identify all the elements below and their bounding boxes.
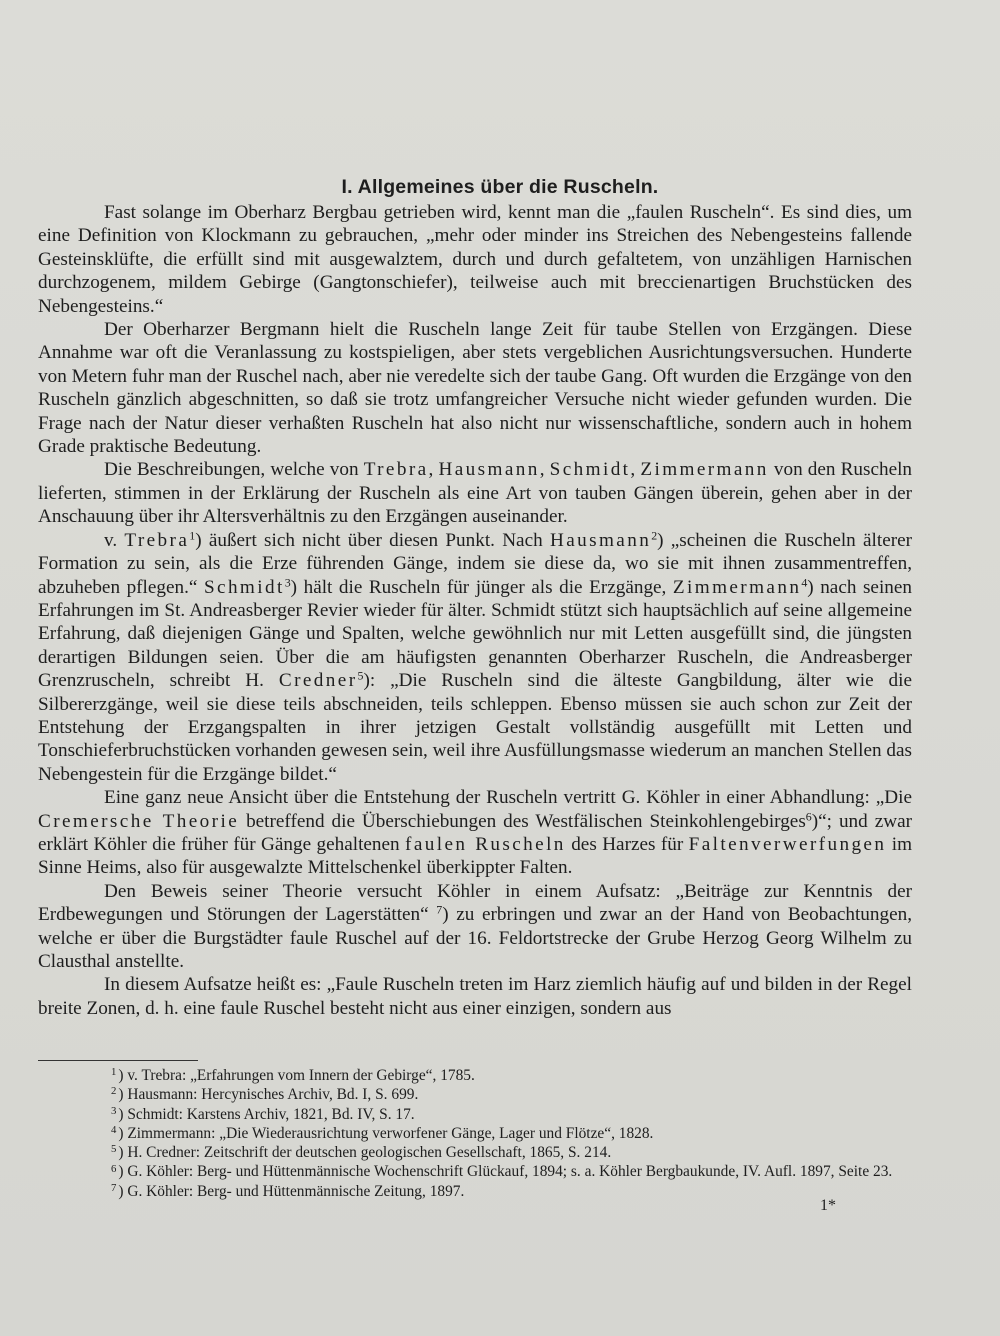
spaced-name: Hausmann — [549, 529, 652, 551]
footnote-text: ) Hausmann: Hercynisches Archiv, Bd. I, S. 699. — [118, 1086, 419, 1104]
text-run: ) „scheinen die Ruscheln älterer Formation zu sein, als die Erze führenden Gänge, indem sie diese da, wo sie mit ihnen zusammentreffen, abzuheben pflegen.“ — [38, 529, 913, 598]
footnote-text: ) G. Köhler: Berg- und Hüttenmännische Wochenschrift Glückauf, 1894; s. a. Köhler Bergbaukunde, IV. Aufl. 1897, Seite 23. — [118, 1163, 893, 1181]
spaced-name: Hausmann — [438, 459, 540, 481]
footnote-mark: 5 — [111, 1143, 117, 1156]
spaced-name: Credner — [278, 670, 358, 692]
paragraph-3 — [38, 458, 912, 528]
text-run: , — [428, 459, 439, 481]
text-run: im Sinne Heims, also für ausgewalzte Mittelschenkel überkippter Falten. — [38, 833, 913, 879]
footnote — [38, 1143, 918, 1162]
text-run: Die Beschreibungen, welche von — [104, 459, 364, 481]
footnotes — [38, 1066, 918, 1201]
spaced-name: Zimmermann — [672, 576, 802, 598]
text-run: ) nach seinen Erfahrungen im St. Andreasberger Revier wieder für älter. Schmidt stützt sich hauptsächlich auf seine allgemeine Erfahrung, daß diejenigen Gänge und Spalten, welche gewöhnlich nur mit Letten ausgefüllt sind, die jüngsten derartigen Bildungen seien. Über die am häufigsten genannten Oberharzer Ruscheln, die Andreasberger Grenzruscheln, schreibt H. — [38, 576, 912, 692]
footnote-ref: 2 — [651, 528, 658, 543]
footnote-mark: 7 — [111, 1181, 117, 1194]
text-run: v. — [104, 529, 125, 551]
paragraph-4 — [38, 529, 912, 786]
footnote-rule — [38, 1060, 198, 1061]
section-heading: I. Allgemeines über die Ruscheln. — [341, 176, 659, 198]
footnote-mark: 4 — [111, 1124, 117, 1137]
footnote-mark: 2 — [111, 1085, 117, 1098]
footnote-ref: 3 — [284, 574, 291, 589]
spaced-name: Schmidt — [549, 459, 631, 481]
spaced-name: Trebra — [124, 529, 190, 551]
paragraph-2: Der Oberharzer Bergmann hielt die Ruscheln lange Zeit für taube Stellen von Erzgängen. Diese Annahme war oft die Veranlassung zu kostspieligen, aber stets vergeblichen Ausrichtungsversuchen. Hunderte von Metern fuhr man der Ruschel nach, aber nie veredelte sich der taube Gang. Oft wurden die Erzgänge von den Ruscheln gänzlich abgeschnitten, so daß sie trotz umfangreicher Versuche nicht wieder gefunden wurden. Die Frage nach der Natur dieser verhaßten Ruscheln hat also nicht nur wissenschaftliche, sondern auch in hohem Grade praktische Bedeutung. — [38, 319, 912, 458]
page-number: 1* — [820, 1197, 836, 1214]
footnote-text: ) Schmidt: Karstens Archiv, 1821, Bd. IV, S. 17. — [118, 1105, 415, 1123]
text-run: ) hält die Ruscheln für jünger als die Erzgänge, — [290, 576, 673, 598]
footnote-mark: 6 — [111, 1162, 117, 1175]
footnote — [38, 1105, 918, 1124]
spaced-name: Zimmermann — [640, 459, 769, 481]
footnote-text: ) H. Credner: Zeitschrift der deutschen geologischen Gesellschaft, 1865, S. 214. — [118, 1144, 612, 1162]
footnote-mark: 1 — [111, 1066, 117, 1079]
paragraph-5 — [38, 786, 912, 880]
paragraph-1: Fast solange im Oberharz Bergbau getrieben wird, kennt man die „faulen Ruscheln“. Es sind dies, um eine Definition von Klockmann zu gebrauchen, „mehr oder minder ins Streichen des Nebengesteins fallende Gesteinsklüfte, die erfüllt sind mit ausgewalztem, durch und durch gefaltetem, von unzähligen Harnischen durchzogenem, mildem Gebirge (Gangtonschiefer), teilweise auch mit breccienartigen Bruchstücken des Nebengesteins.“ — [38, 202, 912, 317]
footnote-text: ) v. Trebra: „Erfahrungen vom Innern der Gebirge“, 1785. — [118, 1067, 475, 1084]
footnote-text: ) Zimmermann: „Die Wiederausrichtung verworfener Gänge, Lager und Flötze“, 1828. — [118, 1124, 654, 1142]
footnote — [38, 1182, 918, 1201]
paragraph-7: In diesem Aufsatze heißt es: „Faule Ruscheln treten im Harz ziemlich häufig auf und bilden in der Regel breite Zonen, d. h. eine faule Ruschel besteht nicht aus einer einzigen, sondern aus — [38, 974, 912, 1019]
spaced-name: Cremersche Theorie — [38, 810, 240, 832]
footnote — [38, 1085, 918, 1104]
text-run: ) zu erbringen und zwar an der Hand von Beobachtungen, welche er über die Burgstädter faule Ruschel auf der 16. Feldortstrecke der Grube Herzog Georg Wilhelm zu Clausthal anstellte. — [38, 904, 912, 972]
footnote — [38, 1066, 918, 1085]
footnote-ref: 1 — [189, 528, 196, 543]
body-text — [38, 201, 912, 1020]
text-run: von den Ruscheln lieferten, stimmen in der Erklärung der Ruscheln als eine Art von tauben Gängen überein, gehen aber in der Anschauung über ihr Altersverhältnis zu den Erzgängen auseinander. — [38, 459, 913, 528]
footnote-ref: 4 — [801, 574, 808, 589]
spaced-name: faulen Ruscheln — [405, 833, 566, 855]
spaced-name: Trebra — [363, 459, 429, 481]
text-run: betreffend die Überschiebungen des Westfälischen Steinkohlengebirges — [239, 810, 806, 832]
text-run: des Harzes für — [565, 833, 689, 855]
text-run: , — [630, 459, 641, 481]
text-run: Eine ganz neue Ansicht über die Entstehung der Ruscheln vertritt G. Köhler in einer Abhandlung: „Die — [104, 787, 912, 809]
paragraph-6 — [38, 880, 912, 974]
footnote — [38, 1162, 918, 1181]
text-run: , — [539, 459, 550, 481]
text-run: )“; und zwar erklärt Köhler die früher für Gänge gehaltenen — [38, 810, 912, 855]
text-run: ): „Die Ruscheln sind die älteste Gangbildung, älter wie die Silbererzgänge, weil sie diese teils abschneiden, teils schleppen. Ebenso müssen sie auch schon zur Zeit der Entstehung der Erzgangspalten in ihrer jetzigen Gestalt vollständig ausgefüllt mit Letten und Tonschieferbruchstücken vorhanden gewesen sein, weil ihre Ausfüllungsmasse wiederum an manchen Stellen das Nebengestein für die Erzgänge bildet.“ — [38, 670, 912, 785]
footnote — [38, 1124, 918, 1143]
footnote-mark: 3 — [111, 1104, 117, 1117]
footnote-ref: 7 — [436, 902, 443, 917]
footnote-text: ) G. Köhler: Berg- und Hüttenmännische Zeitung, 1897. — [118, 1182, 465, 1200]
text-run: Den Beweis seiner Theorie versucht Köhler in einem Aufsatz: „Beiträge zur Kenntnis der Erdbewegungen und Störungen der Lagerstätten“ — [38, 880, 912, 926]
footnote-ref: 5 — [357, 668, 364, 683]
spaced-name: Schmidt — [203, 576, 285, 598]
text-run: ) äußert sich nicht über diesen Punkt. Nach — [195, 529, 550, 551]
spaced-name: Faltenverwerfungen — [688, 833, 887, 855]
footnote-ref: 6 — [805, 809, 812, 824]
